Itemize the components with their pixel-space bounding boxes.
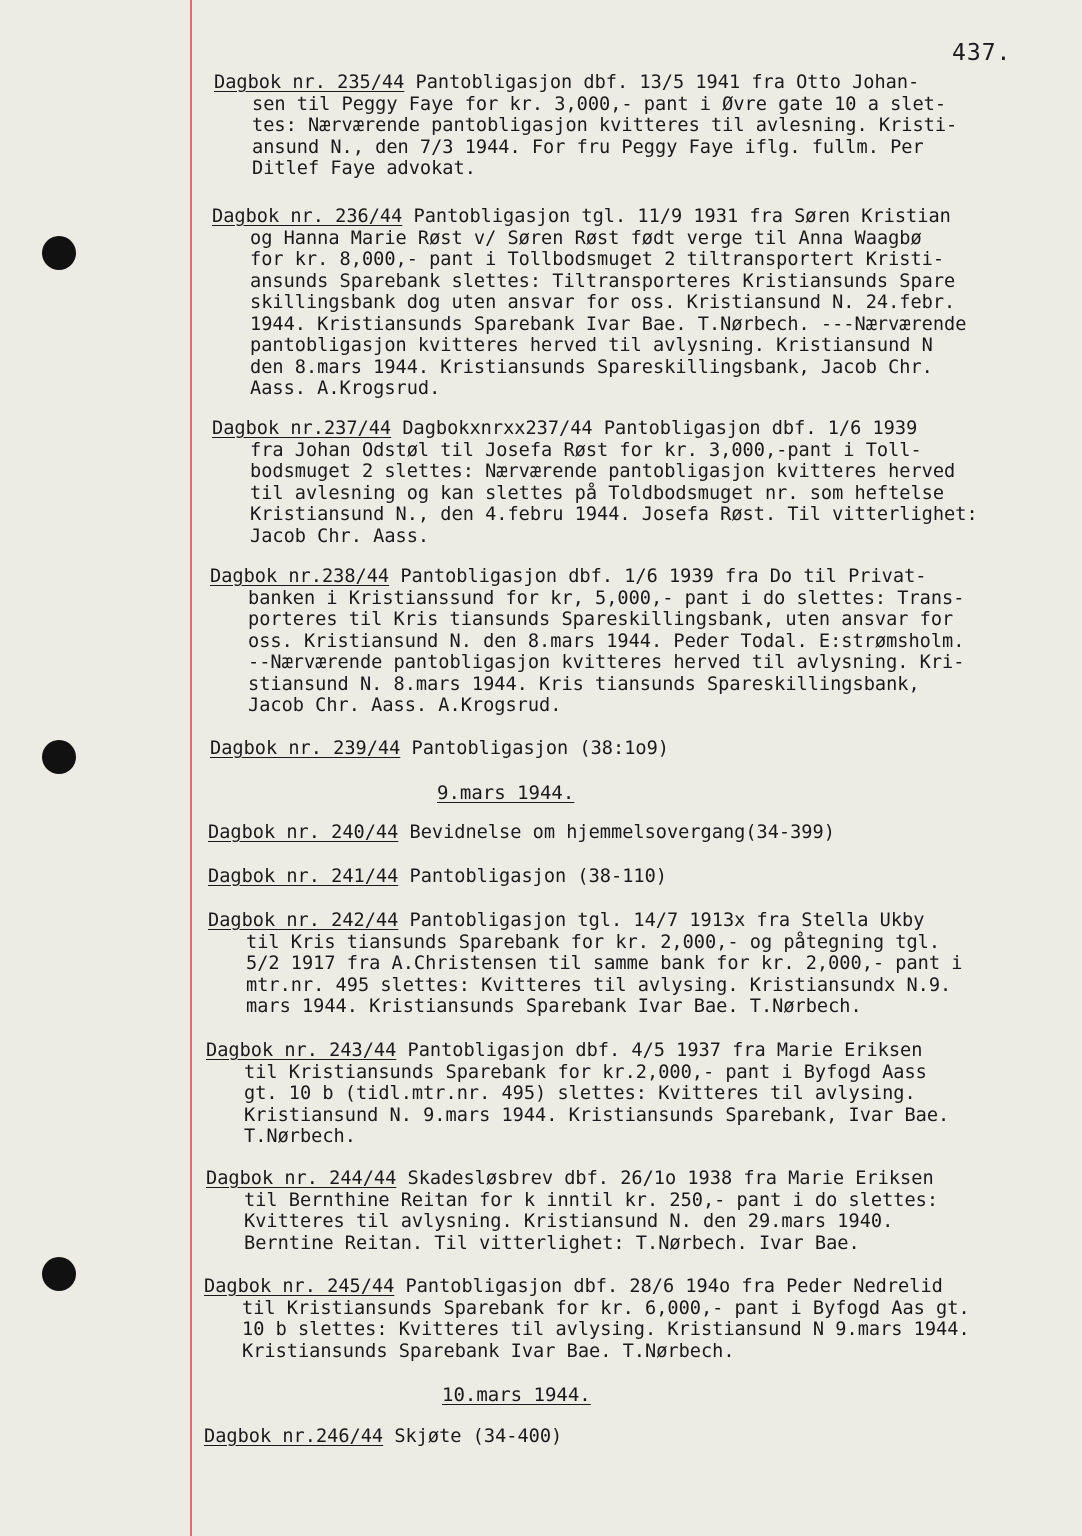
entry-text: T.Nørbech. (244, 1126, 356, 1147)
entry-text: ansund N., den 7/3 1944. For fru Peggy Faye iflg. fullm. Per (252, 136, 924, 158)
entry-text: Pantobligasjon dbf. 13/5 1941 fra Otto Johan- (404, 72, 920, 93)
entry-text: pantobligasjon kvitteres herved til avlysning. Kristiansund N (250, 335, 933, 356)
binder-hole-1 (42, 236, 76, 270)
entry-text: 5/2 1917 fra A.Christensen til samme bank for kr. 2,000,- pant i (246, 953, 963, 974)
entry-reference: Dagbok nr. 245/44 (204, 1276, 395, 1297)
entry-text: Skjøte (34-400) (383, 1426, 563, 1447)
entry-text: 1944. Kristiansunds Sparebank Ivar Bae. T.Nørbech. ---Nærværende (250, 313, 967, 335)
entry-text: ansunds Sparebank slettes: Tiltransporteres Kristiansunds Spare (250, 270, 956, 292)
binder-hole-3 (42, 1257, 76, 1291)
binder-hole-2 (42, 740, 76, 774)
entry-reference: Dagbok nr. 236/44 (212, 206, 403, 227)
entry-text: Pantobligasjon (38:1o9) (400, 738, 669, 759)
journal-entry-246 (204, 1426, 562, 1448)
entry-text: Bevidnelse om hjemmelsovergang(34-399) (398, 822, 835, 843)
entry-text: Skadesløsbrev dbf. 26/1o 1938 fra Marie Eriksen (396, 1168, 934, 1189)
entry-text: Ditlef Faye advokat. (252, 158, 476, 179)
entry-text: og Hanna Marie Røst v/ Søren Røst født verge til Anna Waagbø (250, 227, 922, 249)
entry-text: Kristiansund N., den 4.febru 1944. Josefa Røst. Til vitterlighet: (250, 504, 978, 525)
entry-text: Jacob Chr. Aass. A.Krogsrud. (248, 695, 562, 716)
journal-entry-238 (210, 566, 964, 717)
entry-text: oss. Kristiansund N. den 8.mars 1944. Peder Todal. E:strømsholm. (248, 630, 965, 652)
entry-reference: Dagbok nr. 244/44 (206, 1168, 397, 1189)
entry-text: mtr.nr. 495 slettes: Kvitteres til avlysing. Kristiansundx N.9. (246, 974, 952, 996)
entry-reference: Dagbok nr. 240/44 (208, 822, 399, 843)
entry-reference: Dagbok nr. 241/44 (208, 866, 399, 887)
page-number: 437. (952, 40, 1012, 66)
journal-entry-242 (208, 910, 962, 1018)
entry-reference: Dagbok nr.238/44 (210, 566, 390, 587)
entry-text: til Kristiansunds Sparebank for kr. 6,000,- pant i Byfogd Aas gt. (242, 1297, 970, 1319)
date-heading: 9.mars 1944. (437, 782, 575, 804)
entry-reference: Dagbok nr. 235/44 (214, 72, 405, 93)
journal-entry-236 (212, 206, 966, 400)
entry-text: Berntine Reitan. Til vitterlighet: T.Nørbech. Ivar Bae. (244, 1232, 860, 1254)
journal-entry-241 (208, 866, 667, 888)
entry-text: banken i Kristianssund for kr, 5,000,- pant i do slettes: Trans- (248, 587, 965, 609)
margin-rule (190, 0, 192, 1536)
entry-reference: Dagbok nr. 239/44 (210, 738, 401, 759)
journal-entry-240 (208, 822, 835, 844)
entry-text: gt. 10 b (tidl.mtr.nr. 495) slettes: Kvitteres til avlysing. (244, 1083, 916, 1104)
journal-entry-245 (204, 1276, 970, 1362)
entry-reference: Dagbok nr.246/44 (204, 1426, 384, 1447)
entry-text: Jacob Chr. Aass. (250, 525, 430, 547)
entry-text: bodsmuget 2 slettes: Nærværende pantobligasjon kvitteres herved (250, 461, 956, 482)
entry-text: Pantobligasjon (38-110) (398, 866, 667, 887)
entry-text: sen til Peggy Faye for kr. 3,000,- pant i Øvre gate 10 a slet- (252, 93, 947, 115)
journal-entry-237 (212, 418, 978, 547)
entry-text: til Kristiansunds Sparebank for kr.2,000,- pant i Byfogd Aass (244, 1061, 927, 1083)
entry-text: til avlesning og kan slettes på Toldbodsmuget nr. som heftelse (250, 482, 945, 504)
journal-entry-243 (206, 1040, 949, 1148)
entry-text: Pantobligasjon tgl. 14/7 1913x fra Stella Ukby (398, 910, 925, 931)
entry-text: mars 1944. Kristiansunds Sparebank Ivar Bae. T.Nørbech. (246, 996, 862, 1017)
date-heading: 10.mars 1944. (442, 1384, 591, 1406)
entry-text: --Nærværende pantobligasjon kvitteres herved til avlysning. Kri- (248, 652, 965, 673)
journal-entry-239 (210, 738, 669, 760)
entry-text: Dagbokxnrxx237/44 Pantobligasjon dbf. 1/6 1939 (391, 418, 918, 439)
entry-text: til Kris tiansunds Sparebank for kr. 2,000,- og påtegning tgl. (246, 931, 941, 953)
entry-text: for kr. 8,000,- pant i Tollbodsmuget 2 tiltransportert Kristi- (250, 249, 945, 270)
entry-text: porteres til Kris tiansunds Spareskillingsbank, uten ansvar for (248, 609, 954, 630)
entry-text: den 8.mars 1944. Kristiansunds Spareskillingsbank, Jacob Chr. (250, 356, 933, 378)
entry-text: Kristiansunds Sparebank Ivar Bae. T.Nørbech. (242, 1340, 735, 1362)
entry-text: stiansund N. 8.mars 1944. Kris tiansunds Spareskillingsbank, (248, 673, 920, 695)
entry-text: Pantobligasjon tgl. 11/9 1931 fra Søren Kristian (402, 206, 951, 227)
entry-reference: Dagbok nr.237/44 (212, 418, 392, 439)
entry-text: tes: Nærværende pantobligasjon kvitteres til avlesning. Kristi- (252, 115, 958, 136)
entry-text: skillingsbank dog uten ansvar for oss. Kristiansund N. 24.febr. (250, 292, 956, 313)
entry-text: fra Johan Odstøl til Josefa Røst for kr. 3,000,-pant i Toll- (250, 439, 922, 461)
entry-text: Pantobligasjon dbf. 4/5 1937 fra Marie Eriksen (396, 1040, 923, 1061)
journal-entry-244 (206, 1168, 938, 1254)
entry-text: Aass. A.Krogsrud. (250, 378, 441, 399)
journal-entry-235 (214, 72, 957, 180)
entry-text: Pantobligasjon dbf. 28/6 194o fra Peder Nedrelid (394, 1276, 943, 1297)
entry-reference: Dagbok nr. 243/44 (206, 1040, 397, 1061)
entry-text: til Bernthine Reitan for k inntil kr. 250,- pant i do slettes: (244, 1189, 939, 1211)
entry-text: Kvitteres til avlysning. Kristiansund N. den 29.mars 1940. (244, 1211, 894, 1232)
entry-text: 10 b slettes: Kvitteres til avlysing. Kristiansund N 9.mars 1944. (242, 1319, 970, 1340)
entry-text: Kristiansund N. 9.mars 1944. Kristiansunds Sparebank, Ivar Bae. (244, 1104, 950, 1126)
entry-reference: Dagbok nr. 242/44 (208, 910, 399, 931)
entry-text: Pantobligasjon dbf. 1/6 1939 fra Do til Privat- (389, 566, 927, 587)
